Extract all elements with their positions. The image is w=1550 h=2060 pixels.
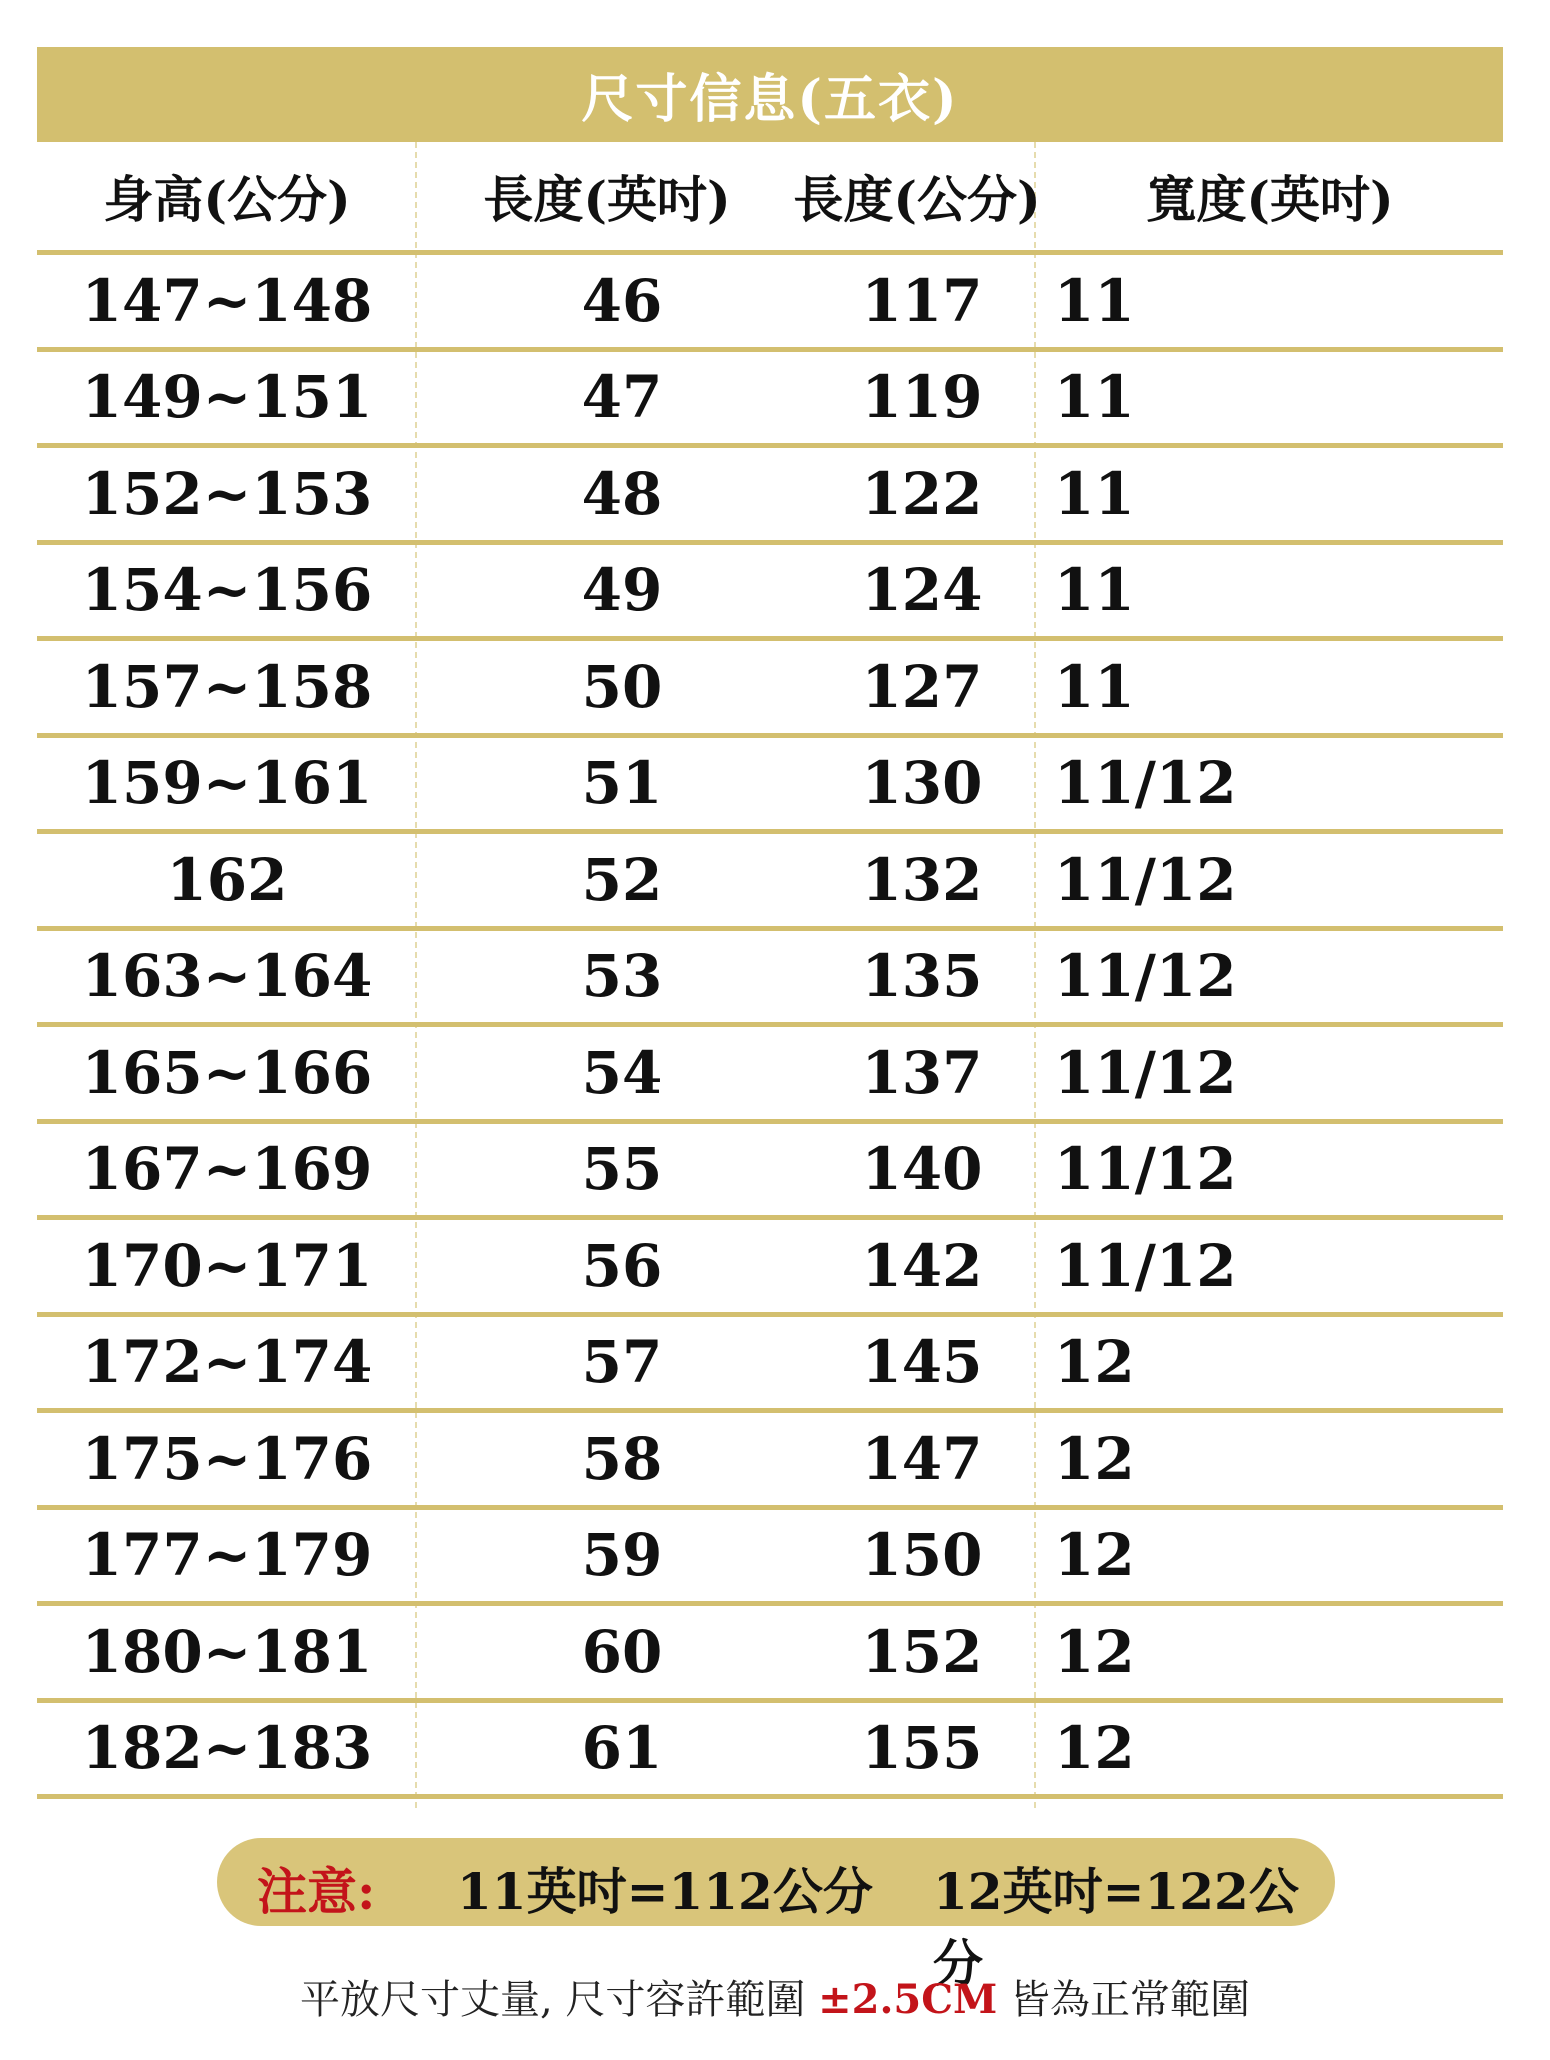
tolerance-text-before: 平放尺寸丈量, 尺寸容許範圍 — [299, 1977, 819, 2023]
cell-height-cm: 163~164 — [81, 942, 373, 1011]
header-height-cm: 身高(公分) — [103, 170, 351, 229]
conversion-11: 11英吋=112公分 — [457, 1862, 873, 1921]
table-row — [37, 1703, 1503, 1800]
cell-length-cm: 135 — [861, 942, 983, 1011]
cell-length-cm: 117 — [861, 266, 983, 335]
cell-height-cm: 170~171 — [81, 1231, 373, 1300]
cell-width-inch: 11/12 — [1054, 942, 1237, 1011]
cell-length-cm: 119 — [861, 363, 983, 432]
cell-length-cm: 140 — [861, 1135, 983, 1204]
table-row — [37, 448, 1503, 545]
cell-width-inch: 12 — [1054, 1424, 1135, 1493]
cell-height-cm: 175~176 — [81, 1424, 373, 1493]
cell-height-cm: 182~183 — [81, 1714, 373, 1783]
cell-length-inch: 49 — [581, 556, 663, 625]
table-row — [37, 1317, 1503, 1414]
cell-length-cm: 142 — [861, 1231, 983, 1300]
cell-length-cm: 130 — [861, 749, 983, 818]
cell-width-inch: 12 — [1054, 1521, 1135, 1590]
cell-length-inch: 53 — [581, 942, 663, 1011]
table-row — [37, 834, 1503, 931]
cell-length-inch: 60 — [581, 1617, 663, 1686]
note-label: 注意: — [257, 1862, 376, 1921]
cell-width-inch: 11 — [1054, 652, 1135, 721]
cell-width-inch: 11/12 — [1054, 749, 1237, 818]
cell-length-cm: 155 — [861, 1714, 983, 1783]
cell-length-cm: 150 — [861, 1521, 983, 1590]
tolerance-value: ±2.5CM — [818, 1976, 998, 2023]
cell-length-cm: 145 — [861, 1328, 983, 1397]
cell-width-inch: 11/12 — [1054, 1038, 1237, 1107]
cell-length-inch: 57 — [581, 1328, 663, 1397]
tolerance-text-after: 皆為正常範圍 — [997, 1977, 1251, 2023]
cell-length-cm: 137 — [861, 1038, 983, 1107]
table-row — [37, 1510, 1503, 1607]
header-width-inch: 寬度(英吋) — [1146, 170, 1394, 229]
cell-length-inch: 48 — [581, 459, 663, 528]
table-row — [37, 1413, 1503, 1510]
cell-height-cm: 177~179 — [81, 1521, 373, 1590]
cell-width-inch: 12 — [1054, 1328, 1135, 1397]
cell-height-cm: 154~156 — [81, 556, 373, 625]
cell-length-inch: 52 — [581, 845, 663, 914]
table-row — [37, 738, 1503, 835]
cell-width-inch: 12 — [1054, 1714, 1135, 1783]
table-row — [37, 545, 1503, 642]
cell-width-inch: 11 — [1054, 459, 1135, 528]
size-table — [37, 142, 1503, 1799]
table-body — [37, 255, 1503, 1799]
cell-length-inch: 58 — [581, 1424, 663, 1493]
cell-length-inch: 51 — [581, 749, 663, 818]
conversion-12: 12英吋=122公分 — [933, 1862, 1299, 1993]
header-length-inch: 長度(英吋) — [483, 170, 731, 229]
cell-height-cm: 172~174 — [81, 1328, 373, 1397]
page-title: 尺寸信息(五衣) — [581, 69, 959, 130]
tolerance-note — [0, 1968, 1550, 2025]
cell-height-cm: 159~161 — [81, 749, 373, 818]
cell-length-cm: 127 — [861, 652, 983, 721]
cell-length-inch: 54 — [581, 1038, 663, 1107]
cell-length-cm: 122 — [861, 459, 983, 528]
table-row — [37, 1027, 1503, 1124]
cell-width-inch: 12 — [1054, 1617, 1135, 1686]
cell-width-inch: 11/12 — [1054, 1231, 1237, 1300]
table-header — [37, 142, 1503, 255]
cell-length-cm: 147 — [861, 1424, 983, 1493]
cell-length-inch: 56 — [581, 1231, 663, 1300]
cell-length-inch: 46 — [581, 266, 663, 335]
cell-height-cm: 152~153 — [81, 459, 373, 528]
cell-height-cm: 149~151 — [81, 363, 373, 432]
cell-width-inch: 11 — [1054, 556, 1135, 625]
cell-width-inch: 11 — [1054, 363, 1135, 432]
cell-height-cm: 165~166 — [81, 1038, 373, 1107]
cell-length-inch: 50 — [581, 652, 663, 721]
cell-height-cm: 180~181 — [81, 1617, 373, 1686]
cell-length-inch: 47 — [581, 363, 663, 432]
cell-height-cm: 162 — [166, 845, 288, 914]
table-row — [37, 352, 1503, 449]
table-row — [37, 931, 1503, 1028]
table-row — [37, 1220, 1503, 1317]
cell-length-inch: 59 — [581, 1521, 663, 1590]
cell-length-inch: 61 — [581, 1714, 663, 1783]
cell-length-cm: 124 — [861, 556, 983, 625]
cell-height-cm: 167~169 — [81, 1135, 373, 1204]
table-title-bar — [37, 47, 1503, 142]
cell-length-cm: 152 — [861, 1617, 983, 1686]
table-row — [37, 1606, 1503, 1703]
cell-width-inch: 11 — [1054, 266, 1135, 335]
table-row — [37, 641, 1503, 738]
header-length-cm: 長度(公分) — [793, 170, 1041, 229]
table-row — [37, 1124, 1503, 1221]
table-row — [37, 255, 1503, 352]
note-banner — [217, 1838, 1335, 1993]
cell-height-cm: 147~148 — [81, 266, 373, 335]
cell-height-cm: 157~158 — [81, 652, 373, 721]
cell-length-inch: 55 — [581, 1135, 663, 1204]
cell-width-inch: 11/12 — [1054, 1135, 1237, 1204]
cell-width-inch: 11/12 — [1054, 845, 1237, 914]
cell-length-cm: 132 — [861, 845, 983, 914]
